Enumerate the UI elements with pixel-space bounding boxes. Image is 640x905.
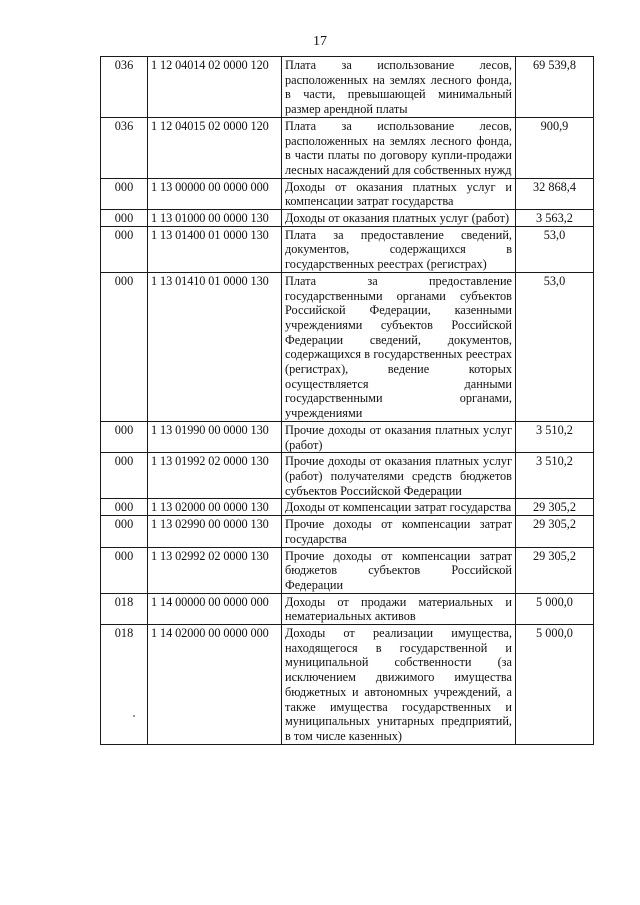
table-row [101, 178, 594, 209]
revenue-name-cell: Доходы от продажи материальных и нематериальных активов [282, 593, 516, 624]
amount-cell: 32 868,4 [516, 178, 594, 209]
budget-code-cell: 1 13 02000 00 0000 130 [148, 499, 282, 516]
revenue-name-cell: Доходы от компенсации затрат государства [282, 499, 516, 516]
revenue-name-cell: Прочие доходы от компенсации затрат государства [282, 516, 516, 547]
page-number: 17 [313, 34, 327, 49]
budget-code-cell: 1 14 02000 00 0000 000 [148, 625, 282, 745]
budget-code-cell: 1 13 01992 02 0000 130 [148, 453, 282, 499]
budget-code-cell: 1 14 00000 00 0000 000 [148, 593, 282, 624]
budget-code-cell: 1 12 04015 02 0000 120 [148, 117, 282, 178]
amount-cell: 29 305,2 [516, 547, 594, 593]
amount-cell: 53,0 [516, 226, 594, 272]
revenue-name-cell: Прочие доходы от компенсации затрат бюджетов субъектов Российской Федерации [282, 547, 516, 593]
admin-code-cell: 000 [101, 499, 148, 516]
revenue-name-cell: Плата за использование лесов, расположенных на землях лесного фонда, в части платы по договору купли-продажи лесных насаждений для собственных нужд [282, 117, 516, 178]
amount-cell: 5 000,0 [516, 593, 594, 624]
revenue-table [100, 56, 594, 745]
budget-code-cell: 1 12 04014 02 0000 120 [148, 57, 282, 118]
table-row [101, 516, 594, 547]
revenue-name-cell: Плата за использование лесов, расположенных на землях лесного фонда, в части, превышающей минимальный размер арендной платы [282, 57, 516, 118]
revenue-name-cell: Доходы от оказания платных услуг (работ) [282, 210, 516, 227]
table-row [101, 547, 594, 593]
admin-code-cell: 036 [101, 117, 148, 178]
table-row [101, 625, 594, 745]
amount-cell: 29 305,2 [516, 516, 594, 547]
budget-code-cell: 1 13 01990 00 0000 130 [148, 421, 282, 452]
amount-cell: 3 510,2 [516, 453, 594, 499]
revenue-name-cell: Доходы от реализации имущества, находящегося в государственной и муниципальной собственности (за исключением движимого имущества бюджетных и автономных учреждений, а также имущества государственных и муниципальных унитарных предприятий, в том числе казенных) [282, 625, 516, 745]
budget-code-cell: 1 13 02990 00 0000 130 [148, 516, 282, 547]
amount-cell: 53,0 [516, 272, 594, 421]
budget-code-cell: 1 13 01410 01 0000 130 [148, 272, 282, 421]
revenue-name-cell: Прочие доходы от оказания платных услуг (работ) получателями средств бюджетов субъектов Российской Федерации [282, 453, 516, 499]
revenue-name-cell: Доходы от оказания платных услуг и компенсации затрат государства [282, 178, 516, 209]
table-row [101, 453, 594, 499]
amount-cell: 3 563,2 [516, 210, 594, 227]
table-row [101, 272, 594, 421]
amount-cell: 69 539,8 [516, 57, 594, 118]
admin-code-cell: 000 [101, 421, 148, 452]
table-row [101, 117, 594, 178]
table-row [101, 421, 594, 452]
admin-code-cell: 000 [101, 272, 148, 421]
revenue-name-cell: Плата за предоставление сведений, документов, содержащихся в государственных реестрах (регистрах) [282, 226, 516, 272]
table-row [101, 593, 594, 624]
admin-code-cell: 000 [101, 178, 148, 209]
amount-cell: 900,9 [516, 117, 594, 178]
amount-cell: 5 000,0 [516, 625, 594, 745]
admin-code-cell: 000 [101, 516, 148, 547]
admin-code-cell: 000 [101, 453, 148, 499]
admin-code-cell: 000 [101, 210, 148, 227]
amount-cell: 3 510,2 [516, 421, 594, 452]
admin-code-cell: 018 [101, 625, 148, 745]
table-row [101, 226, 594, 272]
table-row [101, 499, 594, 516]
admin-code-cell: 000 [101, 547, 148, 593]
table-row [101, 57, 594, 118]
budget-code-cell: 1 13 00000 00 0000 000 [148, 178, 282, 209]
budget-code-cell: 1 13 02992 02 0000 130 [148, 547, 282, 593]
budget-code-cell: 1 13 01000 00 0000 130 [148, 210, 282, 227]
budget-code-cell: 1 13 01400 01 0000 130 [148, 226, 282, 272]
amount-cell: 29 305,2 [516, 499, 594, 516]
revenue-name-cell: Прочие доходы от оказания платных услуг (работ) [282, 421, 516, 452]
admin-code-cell: 000 [101, 226, 148, 272]
admin-code-cell: 036 [101, 57, 148, 118]
admin-code-cell: 018 [101, 593, 148, 624]
revenue-name-cell: Плата за предоставление государственными органами субъектов Российской Федерации, казенными учреждениями субъектов Российской Федерации сведений, документов, содержащихся в государственных реестрах (регистрах), ведение которых осуществляется данными государственными органами, учреждениями [282, 272, 516, 421]
scan-speck [133, 715, 135, 717]
table-row [101, 210, 594, 227]
